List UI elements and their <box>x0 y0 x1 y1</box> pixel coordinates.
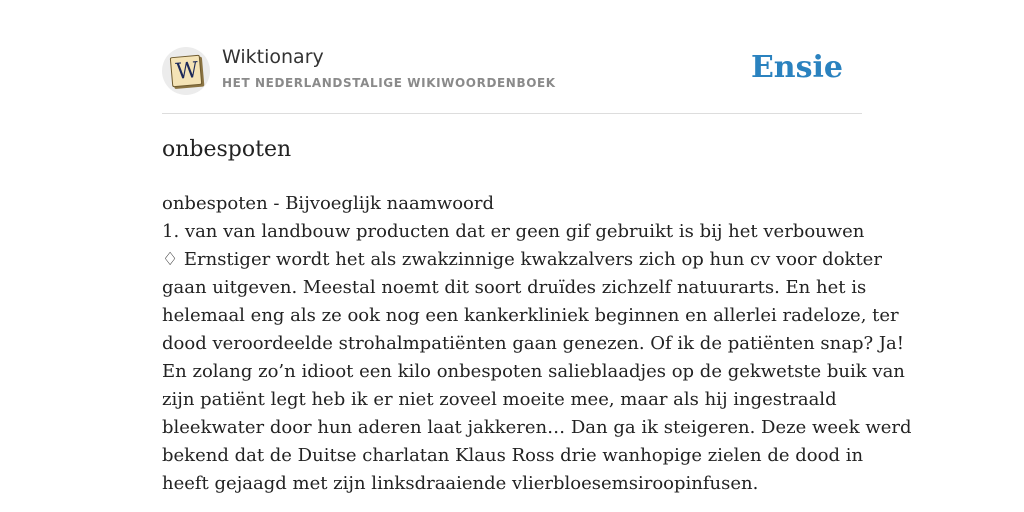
site-tagline: HET NEDERLANDSTALIGE WIKIWOORDENBOEK <box>222 76 556 90</box>
page-title: onbespoten <box>162 137 292 162</box>
site-name[interactable]: Wiktionary <box>222 46 324 68</box>
header-divider <box>162 113 862 114</box>
definition-meaning: 1. van van landbouw producten dat er geen gif gebruikt is bij het verbouwen <box>162 221 865 242</box>
example-line: ♢ Ernstiger wordt het als zwakzinnige kwakzalvers zich op hun cv voor dokter <box>162 249 882 270</box>
example-line: dood veroordeelde strohalmpatiënten gaan genezen. Of ik de patiënten snap? Ja! <box>162 333 905 354</box>
example-line: helemaal eng als ze ook nog een kankerkliniek beginnen en allerlei radeloze, ter <box>162 305 899 326</box>
example-line: zijn patiënt legt heb ik er niet zoveel moeite mee, maar als hij ingestraald <box>162 389 837 410</box>
site-header <box>162 44 862 96</box>
example-line: En zolang zo’n idioot een kilo onbespoten salieblaadjes op de gekwetste buik van <box>162 361 905 382</box>
logo-tile <box>170 55 203 88</box>
example-line: bleekwater door hun aderen laat jakkeren… Dan ga ik steigeren. Deze week werd <box>162 417 912 438</box>
definition-content <box>162 190 912 498</box>
ensie-brand-link[interactable]: Ensie <box>750 50 843 85</box>
definition-heading: onbespoten - Bijvoeglijk naamwoord <box>162 193 495 214</box>
example-line: gaan uitgeven. Meestal noemt dit soort druïdes zichzelf natuurarts. En het is <box>162 277 867 298</box>
wiktionary-logo-icon[interactable] <box>162 47 210 95</box>
example-line: heeft gejaagd met zijn linksdraaiende vlierbloesemsiroopinfusen. <box>162 473 759 494</box>
example-line: bekend dat de Duitse charlatan Klaus Ross drie wanhopige zielen de dood in <box>162 445 864 466</box>
logo-letter: W <box>174 57 200 85</box>
